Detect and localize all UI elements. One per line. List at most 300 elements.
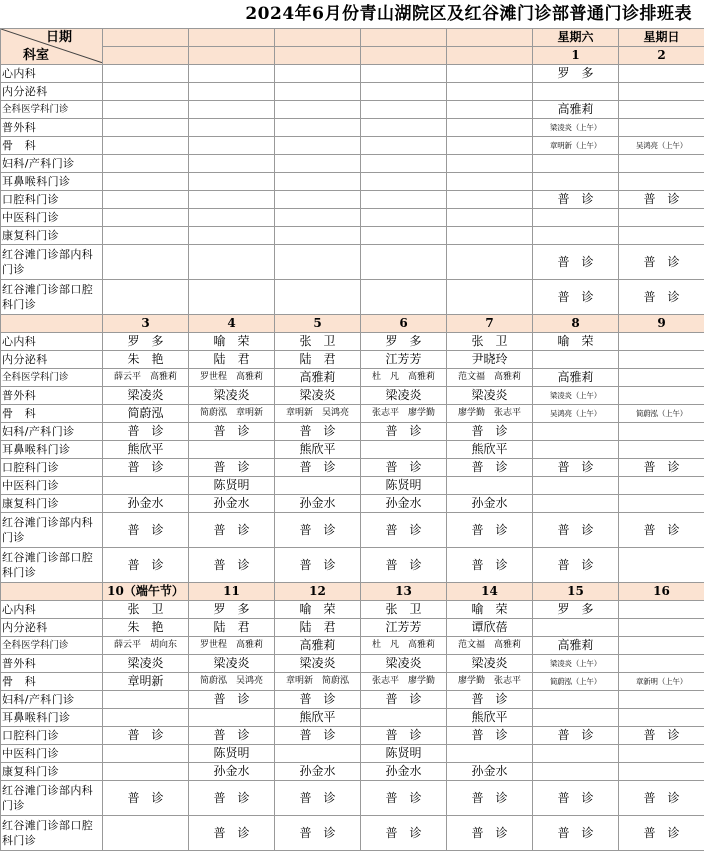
schedule-cell: 普 诊 <box>189 816 275 851</box>
date-cell: 4 <box>189 315 275 333</box>
schedule-cell: 喻 荣 <box>189 333 275 351</box>
schedule-cell <box>189 101 275 119</box>
schedule-cell <box>533 691 619 709</box>
schedule-cell: 梁凌炎 <box>447 387 533 405</box>
schedule-cell <box>361 137 447 155</box>
date-cell: 12 <box>275 583 361 601</box>
schedule-cell <box>619 637 704 655</box>
schedule-cell <box>361 101 447 119</box>
dept-label: 骨 科 <box>1 673 103 691</box>
schedule-cell: 普 诊 <box>275 459 361 477</box>
schedule-cell: 梁凌炎（上午） <box>533 655 619 673</box>
schedule-cell: 江芳芳 <box>361 351 447 369</box>
schedule-cell <box>103 101 189 119</box>
dept-row <box>1 548 704 583</box>
schedule-cell <box>619 601 704 619</box>
schedule-cell <box>275 209 361 227</box>
date-row <box>1 315 704 333</box>
schedule-cell: 普 诊 <box>361 691 447 709</box>
schedule-cell: 简蔚泓 章明新 <box>189 405 275 423</box>
schedule-cell: 陈贤明 <box>361 477 447 495</box>
schedule-cell: 普 诊 <box>533 191 619 209</box>
schedule-cell: 章明新（上午） <box>533 137 619 155</box>
date-row-lead <box>1 583 103 601</box>
schedule-cell <box>189 245 275 280</box>
date-row-lead <box>1 315 103 333</box>
date-row <box>1 583 704 601</box>
schedule-cell <box>619 477 704 495</box>
schedule-cell: 普 诊 <box>619 727 704 745</box>
dept-row <box>1 655 704 673</box>
schedule-cell <box>533 745 619 763</box>
schedule-cell <box>189 209 275 227</box>
weekday-row <box>1 29 704 47</box>
schedule-cell <box>189 119 275 137</box>
schedule-cell: 朱 艳 <box>103 619 189 637</box>
schedule-cell: 梁凌炎 <box>275 387 361 405</box>
date-row <box>1 47 704 65</box>
schedule-cell <box>619 173 704 191</box>
schedule-cell: 普 诊 <box>619 245 704 280</box>
schedule-cell: 孙金水 <box>275 495 361 513</box>
dept-label: 妇科/产科门诊 <box>1 691 103 709</box>
schedule-cell: 熊欣平 <box>447 709 533 727</box>
schedule-cell: 孙金水 <box>189 495 275 513</box>
schedule-cell <box>619 65 704 83</box>
date-cell <box>103 47 189 65</box>
schedule-cell: 陆 君 <box>189 351 275 369</box>
schedule-cell <box>275 83 361 101</box>
schedule-cell: 章明新 <box>103 673 189 691</box>
schedule-cell: 普 诊 <box>533 280 619 315</box>
schedule-cell: 陈贤明 <box>189 745 275 763</box>
schedule-cell: 喻 荣 <box>533 333 619 351</box>
schedule-cell <box>361 280 447 315</box>
dept-label: 内分泌科 <box>1 619 103 637</box>
schedule-cell <box>189 191 275 209</box>
schedule-cell: 普 诊 <box>361 816 447 851</box>
schedule-cell <box>361 209 447 227</box>
dept-label: 红谷滩门诊部口腔科门诊 <box>1 548 103 583</box>
schedule-cell: 梁凌炎 <box>103 655 189 673</box>
schedule-cell: 普 诊 <box>275 513 361 548</box>
schedule-cell: 普 诊 <box>189 423 275 441</box>
schedule-cell <box>103 709 189 727</box>
schedule-cell <box>189 173 275 191</box>
schedule-cell <box>103 745 189 763</box>
sheet-title: 2024年6月份青山湖院区及红谷滩门诊部普通门诊排班表 <box>0 0 704 28</box>
schedule-cell: 孙金水 <box>447 763 533 781</box>
schedule-cell <box>103 155 189 173</box>
schedule-cell <box>103 83 189 101</box>
schedule-cell: 张 卫 <box>447 333 533 351</box>
dept-label: 全科医学科门诊 <box>1 637 103 655</box>
schedule-cell <box>275 137 361 155</box>
schedule-cell: 普 诊 <box>533 781 619 816</box>
schedule-cell <box>361 227 447 245</box>
date-cell <box>275 47 361 65</box>
date-cell: 2 <box>619 47 704 65</box>
schedule-cell: 薛云平 高雅莉 <box>103 369 189 387</box>
schedule-cell <box>189 155 275 173</box>
schedule-cell <box>103 763 189 781</box>
dept-row <box>1 781 704 816</box>
schedule-cell <box>189 83 275 101</box>
schedule-cell: 张 卫 <box>361 601 447 619</box>
schedule-cell: 普 诊 <box>189 513 275 548</box>
schedule-cell: 普 诊 <box>361 781 447 816</box>
dept-row <box>1 423 704 441</box>
dept-row <box>1 369 704 387</box>
dept-label: 骨 科 <box>1 137 103 155</box>
dept-row <box>1 351 704 369</box>
schedule-cell: 梁凌炎 <box>103 387 189 405</box>
date-cell <box>361 47 447 65</box>
dept-row <box>1 691 704 709</box>
schedule-cell: 章明新 吴鸿亮 <box>275 405 361 423</box>
schedule-cell: 普 诊 <box>275 423 361 441</box>
schedule-cell <box>103 816 189 851</box>
schedule-cell <box>533 351 619 369</box>
schedule-cell: 普 诊 <box>447 548 533 583</box>
schedule-cell: 熊欣平 <box>275 709 361 727</box>
schedule-cell <box>103 191 189 209</box>
schedule-cell: 梁凌炎 <box>189 655 275 673</box>
schedule-cell <box>103 119 189 137</box>
schedule-cell: 孙金水 <box>361 763 447 781</box>
schedule-cell <box>533 709 619 727</box>
schedule-cell <box>189 137 275 155</box>
schedule-cell <box>533 227 619 245</box>
schedule-cell: 普 诊 <box>619 781 704 816</box>
schedule-cell <box>103 245 189 280</box>
schedule-cell: 普 诊 <box>447 423 533 441</box>
schedule-cell: 普 诊 <box>275 727 361 745</box>
schedule-cell <box>619 351 704 369</box>
schedule-cell: 陆 君 <box>275 351 361 369</box>
schedule-cell <box>447 119 533 137</box>
schedule-cell: 高雅莉 <box>533 637 619 655</box>
schedule-cell <box>275 101 361 119</box>
schedule-cell: 熊欣平 <box>103 441 189 459</box>
dept-row <box>1 745 704 763</box>
dept-row <box>1 280 704 315</box>
schedule-cell <box>361 173 447 191</box>
schedule-cell: 普 诊 <box>619 513 704 548</box>
dept-row <box>1 637 704 655</box>
schedule-cell: 普 诊 <box>275 816 361 851</box>
schedule-table <box>0 28 704 851</box>
schedule-cell: 梁凌炎 <box>361 387 447 405</box>
schedule-cell <box>447 209 533 227</box>
dept-row <box>1 101 704 119</box>
date-axis-label: 日期 <box>46 30 72 45</box>
date-cell: 15 <box>533 583 619 601</box>
schedule-cell: 普 诊 <box>103 781 189 816</box>
schedule-cell <box>619 83 704 101</box>
schedule-cell: 张志平 廖学勤 <box>361 673 447 691</box>
schedule-cell: 普 诊 <box>189 727 275 745</box>
schedule-cell <box>189 65 275 83</box>
schedule-cell: 普 诊 <box>447 691 533 709</box>
schedule-cell: 孙金水 <box>189 763 275 781</box>
dept-label: 康复科门诊 <box>1 227 103 245</box>
dept-row <box>1 65 704 83</box>
schedule-cell: 简蔚泓（上午） <box>619 405 704 423</box>
schedule-cell <box>447 477 533 495</box>
schedule-cell <box>619 763 704 781</box>
schedule-cell <box>275 227 361 245</box>
dept-row <box>1 173 704 191</box>
schedule-cell <box>533 83 619 101</box>
schedule-cell <box>619 548 704 583</box>
schedule-cell: 孙金水 <box>361 495 447 513</box>
schedule-cell: 普 诊 <box>447 513 533 548</box>
dept-label: 红谷滩门诊部内科门诊 <box>1 781 103 816</box>
schedule-cell <box>361 191 447 209</box>
schedule-cell: 梁凌炎（上午） <box>533 387 619 405</box>
date-cell: 16 <box>619 583 704 601</box>
schedule-cell: 普 诊 <box>103 513 189 548</box>
schedule-cell: 普 诊 <box>619 191 704 209</box>
schedule-cell: 陈贤明 <box>361 745 447 763</box>
schedule-cell <box>361 65 447 83</box>
schedule-cell: 普 诊 <box>533 245 619 280</box>
date-cell: 10（端午节） <box>103 583 189 601</box>
schedule-cell: 章新明（上午） <box>619 673 704 691</box>
dept-label: 中医科门诊 <box>1 209 103 227</box>
schedule-cell: 谭欣蓓 <box>447 619 533 637</box>
dept-label: 红谷滩门诊部口腔科门诊 <box>1 280 103 315</box>
schedule-cell <box>447 137 533 155</box>
dept-row <box>1 191 704 209</box>
schedule-cell: 梁凌炎 <box>361 655 447 673</box>
dept-row <box>1 137 704 155</box>
dept-row <box>1 245 704 280</box>
schedule-cell <box>361 155 447 173</box>
schedule-cell: 普 诊 <box>103 727 189 745</box>
schedule-cell: 普 诊 <box>189 691 275 709</box>
date-cell: 7 <box>447 315 533 333</box>
schedule-cell: 熊欣平 <box>447 441 533 459</box>
dept-row <box>1 387 704 405</box>
schedule-cell <box>103 209 189 227</box>
dept-row <box>1 709 704 727</box>
schedule-cell <box>361 441 447 459</box>
schedule-cell <box>533 763 619 781</box>
schedule-cell <box>619 423 704 441</box>
schedule-cell: 陆 君 <box>189 619 275 637</box>
schedule-cell <box>447 191 533 209</box>
schedule-cell <box>103 227 189 245</box>
schedule-cell: 普 诊 <box>619 459 704 477</box>
schedule-cell: 简蔚泓（上午） <box>533 673 619 691</box>
schedule-cell: 罗 多 <box>533 601 619 619</box>
weekday-3 <box>275 29 361 47</box>
schedule-cell: 熊欣平 <box>275 441 361 459</box>
schedule-cell: 张志平 廖学勤 <box>361 405 447 423</box>
date-cell: 5 <box>275 315 361 333</box>
dept-label: 普外科 <box>1 119 103 137</box>
schedule-cell: 普 诊 <box>103 459 189 477</box>
dept-row <box>1 601 704 619</box>
dept-row <box>1 727 704 745</box>
schedule-cell: 喻 荣 <box>275 601 361 619</box>
dept-row <box>1 495 704 513</box>
schedule-cell <box>619 691 704 709</box>
date-cell: 1 <box>533 47 619 65</box>
schedule-cell: 普 诊 <box>361 513 447 548</box>
dept-row <box>1 763 704 781</box>
schedule-cell <box>275 477 361 495</box>
schedule-cell: 梁凌炎 <box>189 387 275 405</box>
dept-row <box>1 405 704 423</box>
date-cell: 14 <box>447 583 533 601</box>
dept-row <box>1 441 704 459</box>
date-cell: 3 <box>103 315 189 333</box>
schedule-cell: 杜 凡 高雅莉 <box>361 369 447 387</box>
dept-label: 康复科门诊 <box>1 763 103 781</box>
dept-label: 红谷滩门诊部口腔科门诊 <box>1 816 103 851</box>
schedule-cell: 高雅莉 <box>533 101 619 119</box>
schedule-cell <box>103 477 189 495</box>
schedule-cell: 普 诊 <box>447 459 533 477</box>
schedule-cell <box>619 745 704 763</box>
schedule-cell: 薛云平 胡向东 <box>103 637 189 655</box>
dept-row <box>1 673 704 691</box>
dept-label: 普外科 <box>1 655 103 673</box>
dept-label: 口腔科门诊 <box>1 459 103 477</box>
schedule-cell <box>447 280 533 315</box>
dept-row <box>1 209 704 227</box>
schedule-cell <box>275 191 361 209</box>
schedule-cell: 普 诊 <box>275 781 361 816</box>
schedule-cell <box>361 119 447 137</box>
dept-row <box>1 513 704 548</box>
dept-label: 康复科门诊 <box>1 495 103 513</box>
weekday-6: 星期六 <box>533 29 619 47</box>
schedule-cell: 喻 荣 <box>447 601 533 619</box>
date-cell: 6 <box>361 315 447 333</box>
schedule-cell <box>361 83 447 101</box>
dept-label: 内分泌科 <box>1 351 103 369</box>
schedule-cell <box>275 173 361 191</box>
dept-row <box>1 227 704 245</box>
schedule-cell <box>447 65 533 83</box>
dept-label: 全科医学科门诊 <box>1 369 103 387</box>
dept-row <box>1 459 704 477</box>
schedule-cell <box>103 691 189 709</box>
schedule-cell <box>533 619 619 637</box>
dept-row <box>1 333 704 351</box>
schedule-cell: 简蔚泓 <box>103 405 189 423</box>
dept-row <box>1 119 704 137</box>
dept-label: 普外科 <box>1 387 103 405</box>
dept-label: 红谷滩门诊部内科门诊 <box>1 245 103 280</box>
date-cell <box>447 47 533 65</box>
schedule-cell: 梁凌炎（上午） <box>533 119 619 137</box>
schedule-cell: 孙金水 <box>447 495 533 513</box>
dept-label: 心内科 <box>1 333 103 351</box>
dept-label: 骨 科 <box>1 405 103 423</box>
schedule-cell <box>447 173 533 191</box>
schedule-cell <box>447 745 533 763</box>
schedule-cell: 普 诊 <box>189 781 275 816</box>
schedule-cell: 张 卫 <box>103 601 189 619</box>
weekday-1 <box>103 29 189 47</box>
dept-label: 全科医学科门诊 <box>1 101 103 119</box>
schedule-cell <box>447 101 533 119</box>
schedule-cell: 梁凌炎 <box>275 655 361 673</box>
schedule-cell: 张 卫 <box>275 333 361 351</box>
schedule-cell <box>103 137 189 155</box>
schedule-cell <box>619 101 704 119</box>
schedule-cell: 普 诊 <box>361 423 447 441</box>
schedule-cell: 普 诊 <box>275 691 361 709</box>
dept-label: 妇科/产科门诊 <box>1 423 103 441</box>
schedule-cell <box>533 173 619 191</box>
schedule-cell: 罗 多 <box>533 65 619 83</box>
schedule-cell <box>447 155 533 173</box>
schedule-cell <box>619 369 704 387</box>
schedule-cell <box>619 655 704 673</box>
schedule-cell <box>103 173 189 191</box>
dept-row <box>1 155 704 173</box>
schedule-cell: 罗 多 <box>189 601 275 619</box>
weekday-5 <box>447 29 533 47</box>
schedule-cell: 廖学勤 张志平 <box>447 405 533 423</box>
schedule-cell <box>275 280 361 315</box>
schedule-cell <box>533 477 619 495</box>
weekday-7: 星期日 <box>619 29 704 47</box>
schedule-cell: 梁凌炎 <box>447 655 533 673</box>
dept-row <box>1 83 704 101</box>
schedule-cell <box>619 333 704 351</box>
schedule-cell: 普 诊 <box>189 459 275 477</box>
dept-label: 妇科/产科门诊 <box>1 155 103 173</box>
schedule-cell <box>619 619 704 637</box>
schedule-cell: 陈贤明 <box>189 477 275 495</box>
date-cell <box>189 47 275 65</box>
schedule-cell <box>447 245 533 280</box>
schedule-cell: 孙金水 <box>103 495 189 513</box>
schedule-cell: 普 诊 <box>361 548 447 583</box>
schedule-cell <box>361 709 447 727</box>
schedule-cell <box>619 227 704 245</box>
schedule-cell <box>189 441 275 459</box>
schedule-cell: 范文福 高雅莉 <box>447 369 533 387</box>
schedule-cell: 罗世程 高雅莉 <box>189 369 275 387</box>
schedule-cell <box>533 423 619 441</box>
schedule-cell: 普 诊 <box>533 727 619 745</box>
schedule-cell <box>533 209 619 227</box>
schedule-cell: 尹晓玲 <box>447 351 533 369</box>
schedule-cell: 罗世程 高雅莉 <box>189 637 275 655</box>
schedule-cell: 朱 艳 <box>103 351 189 369</box>
schedule-cell <box>275 65 361 83</box>
date-cell: 9 <box>619 315 704 333</box>
dept-label: 口腔科门诊 <box>1 191 103 209</box>
dept-label: 中医科门诊 <box>1 745 103 763</box>
schedule-cell: 普 诊 <box>275 548 361 583</box>
schedule-cell <box>619 119 704 137</box>
schedule-cell: 普 诊 <box>619 816 704 851</box>
schedule-cell: 普 诊 <box>447 781 533 816</box>
weekday-2 <box>189 29 275 47</box>
schedule-cell: 普 诊 <box>533 513 619 548</box>
corner-cell <box>1 29 103 65</box>
schedule-cell: 高雅莉 <box>275 637 361 655</box>
